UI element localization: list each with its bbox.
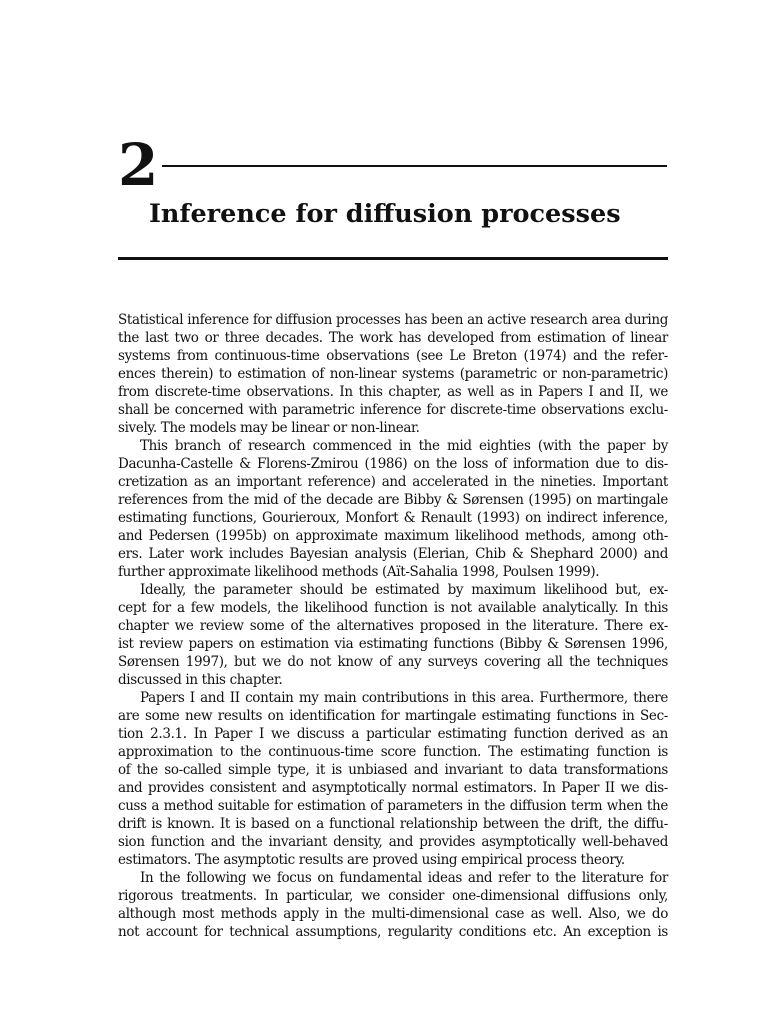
text-line: estimators. The asymptotic results are proved using empirical process theory. [118,852,625,868]
text-line: from discrete-time observations. In this chapter, as well as in Papers I and II, we [118,384,668,400]
text-line: of the so-called simple type, it is unbiased and invariant to data transformations [118,762,668,778]
text-line: discussed in this chapter. [118,672,283,688]
text-line: ist review papers on estimation via estimating functions (Bibby & Sørensen 1996, [118,636,668,652]
text-line: further approximate likelihood methods (Aït-Sahalia 1998, Poulsen 1999). [118,564,600,580]
chapter-heading [118,130,668,200]
text-line: the last two or three decades. The work has developed from estimation of linear [118,330,668,346]
text-line: shall be concerned with parametric inference for discrete-time observations exclu- [118,402,668,418]
body-text [118,311,668,941]
text-line: and provides consistent and asymptotically normal estimators. In Paper II we dis- [118,780,668,796]
text-line: Papers I and II contain my main contributions in this area. Furthermore, there [140,690,668,706]
text-line: Sørensen 1997), but we do not know of any surveys covering all the techniques [118,654,668,670]
text-line: Statistical inference for diffusion processes has been an active research area during [118,312,668,328]
text-line: sion function and the invariant density, and provides asymptotically well-behaved [118,834,668,850]
text-line: drift is known. It is based on a functional relationship between the drift, the diffu- [118,816,668,832]
text-line: In the following we focus on fundamental ideas and refer to the literature for [140,870,668,886]
text-line: ences therein) to estimation of non-linear systems (parametric or non-parametric) [118,366,668,382]
text-line: cept for a few models, the likelihood function is not available analytically. In this [118,600,668,616]
text-line: cretization as an important reference) and accelerated in the nineties. Important [118,474,668,490]
text-line: approximation to the continuous-time score function. The estimating function is [118,744,668,760]
text-line: systems from continuous-time observations (see Le Breton (1974) and the refer- [118,348,668,364]
text-line: references from the mid of the decade are Bibby & Sørensen (1995) on martingale [118,492,668,508]
text-line: Ideally, the parameter should be estimated by maximum likelihood but, ex- [140,582,668,598]
text-line: not account for technical assumptions, regularity conditions etc. An exception is [118,924,668,940]
text-line: sively. The models may be linear or non-linear. [118,420,420,436]
chapter-rule [162,165,667,167]
text-line: This branch of research commenced in the mid eighties (with the paper by [140,438,668,454]
text-line: and Pedersen (1995b) on approximate maximum likelihood methods, among oth- [118,528,668,544]
chapter-number: 2 [118,131,159,199]
text-line: are some new results on identification for martingale estimating functions in Sec- [118,708,668,724]
text-line: tion 2.3.1. In Paper I we discuss a particular estimating function derived as an [118,726,668,742]
chapter-title: Inference for diffusion processes [149,199,621,229]
text-line: Dacunha-Castelle & Florens-Zmirou (1986) on the loss of information due to dis- [118,456,668,472]
text-line: rigorous treatments. In particular, we consider one-dimensional diffusions only, [118,888,668,904]
text-line: although most methods apply in the multi-dimensional case as well. Also, we do [118,906,668,922]
title-rule [118,257,668,260]
text-line: chapter we review some of the alternatives proposed in the literature. There ex- [118,618,668,634]
text-line: cuss a method suitable for estimation of parameters in the diffusion term when the [118,798,668,814]
text-line: ers. Later work includes Bayesian analysis (Elerian, Chib & Shephard 2000) and [118,546,668,562]
text-line: estimating functions, Gourieroux, Monfort & Renault (1993) on indirect inference, [118,510,668,526]
